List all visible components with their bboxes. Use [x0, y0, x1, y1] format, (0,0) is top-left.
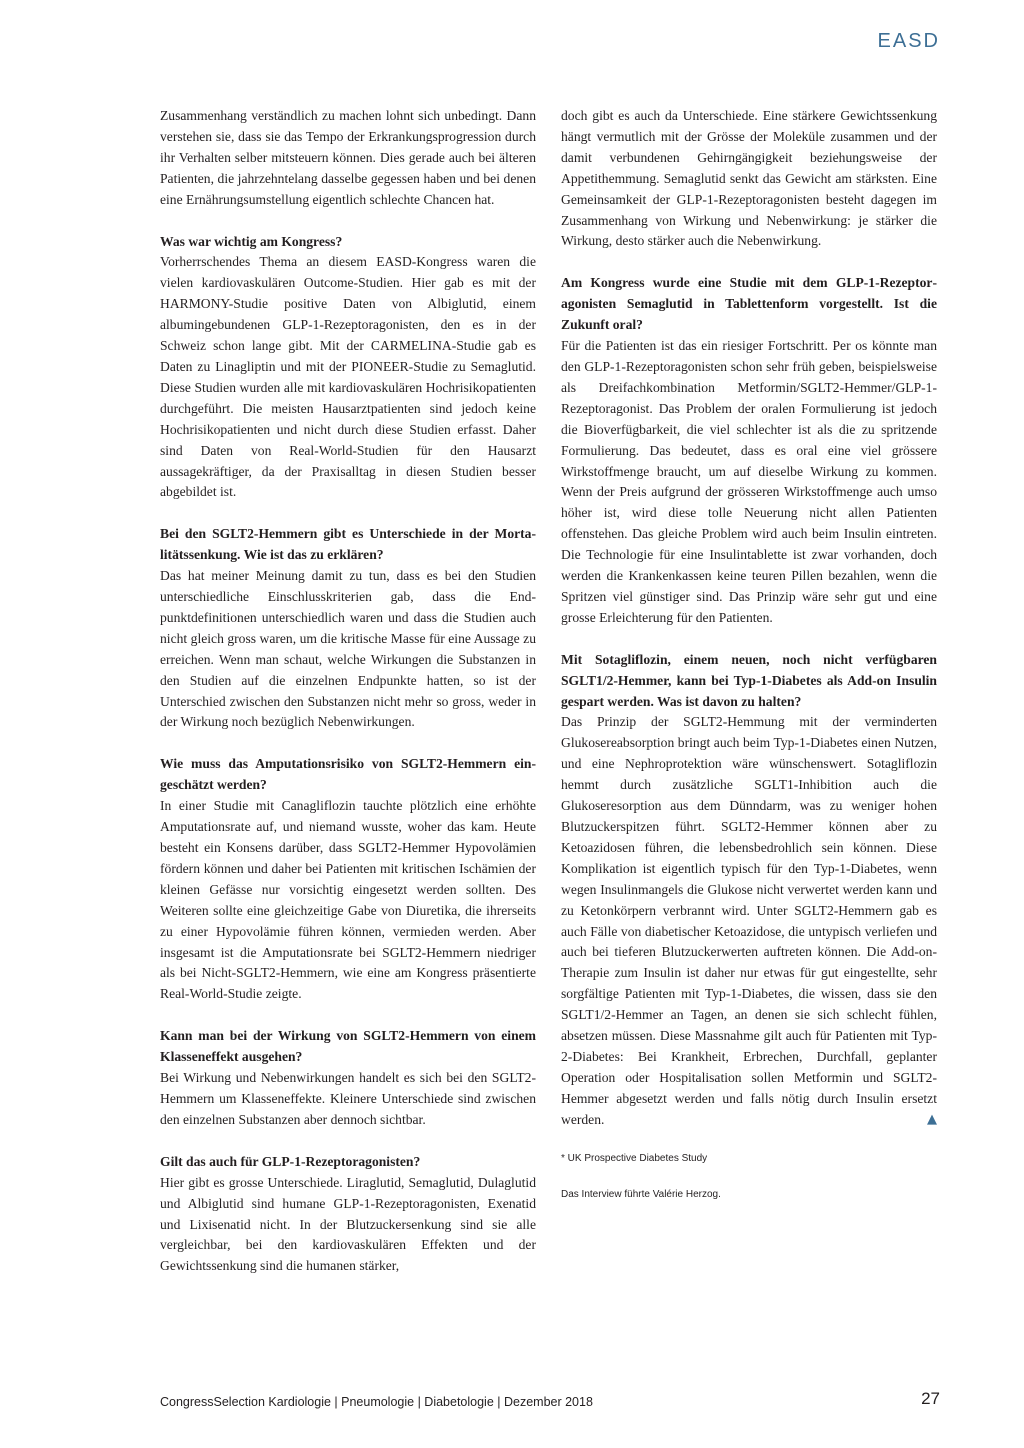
answer-text: Vorherrschendes Thema an diesem EASD-Kongress waren die vielen kardiovaskulären Outcome-Studien. Hier gab es mit der HARMONY-Studie positive Daten von Albiglutid, einem albumingebundenen GLP-1-Rezeptoragonisten, den es in der Schweiz schon lange gibt. Mit der CARMELINA-Studie gab es Daten zu Linagliptin und mit der PIONEER-Studie zu Semaglutid. Diese Studien wurden alle mit kardiovaskulären Hochrisikopatienten durchgeführt. Die meisten Hausarztpatienten sind jedoch keine Hochrisikopatienten und nicht durch diese Studien erfasst. Daher sind Daten von Real-World-Studien für den Hausarzt aussagekräftiger, da der Praxisalltag in diesen Studien besser abgebildet ist. — [160, 254, 536, 500]
question-heading: Was war wichtig am Kongress? — [160, 233, 343, 249]
answer-text — [561, 712, 937, 1130]
interview-credit: Das Interview führte Valérie Herzog. — [561, 1188, 721, 1200]
intro-text: Zusammenhang verständlich zu machen lohnt sich unbedingt. Dann verstehen sie, dass sie das Tempo der Erkrankungsprogression durch ihr Verhalten selber mitsteuern können. Dies gerade auch bei älteren Patienten, die jahrzehntelang dasselbe gegessen haben und bei denen eine Ernährungsumstellung eigentlich schlechte Chancen hat. — [160, 108, 536, 207]
answer-text: Für die Patienten ist das ein riesiger Fortschritt. Per os könnte man den GLP-1-Rezeptoragonisten schon sehr früh geben, beispielsweise als Dreifachkombination Metformin/SGLT2-Hemmer/GLP-1-Rezeptoragonist. Das Problem der oralen Formulierung ist jedoch die Bioverfügbarkeit, die viel schlechter ist als die zu spritzende Formulierung. Das bedeutet, dass es oral eine viel grössere Wirkstoffmenge braucht, um auf dieselbe Wirkung zu kommen. Wenn der Preis aufgrund der grösseren Wirkstoffmenge auch umso höher ist, wird diese tolle Neuerung nicht allen Patienten offenstehen. Das gleiche Problem wird auch beim Insulin eintreten. Die Technologie für eine Insulintablette ist zwar vorhanden, doch werden die Krankenkassen keine teuren Pillen bezahlen, wenn die Spritzen viel günstiger sind. Das Prinzip wäre sehr gut und eine grosse Erleichterung für den Patienten. — [561, 338, 937, 625]
question-heading: Kann man bei der Wirkung von SGLT2-Hemmern von einem Klasseneffekt ausgehen? — [160, 1028, 536, 1065]
page-number: 27 — [921, 1389, 940, 1408]
qa-block — [561, 273, 937, 628]
answer-text: Das hat meiner Meinung damit zu tun, dass es bei den Studien unterschiedliche Einschlusskriterien gab, dass die Endpunktdefinitionen unterschiedlich waren und dass die Studien auch nicht gleich gross waren, um die kritische Masse für eine Aussage zu erreichen. Wenn man schaut, welche Wirkungen die Substanzen in den Studien auf die einzelnen Endpunkte hatten, so ist der Unterschied zwischen den Substanzen nicht mehr so gross, weder in der Wirkung noch bezüglich Nebenwirkungen. — [160, 568, 536, 730]
footnote: * UK Prospective Diabetes Study — [561, 1152, 708, 1164]
answer-text: In einer Studie mit Canagliflozin tauchte plötzlich eine erhöhte Amputationsrate auf, und niemand wusste, woher das kam. Heute besteht ein Konsens darüber, dass SGLT2-Hemmer Hypovolämien fördern können und daher bei Patienten mit kritischen Ischämien der kleinen Gefässe nur vorsichtig eingesetzt werden sollten. Des Weiteren sollte eine gleichzeitige Gabe von Diuretika, die ihrerseits zu einer Hypovolämie führen können, vermieden werden. Aber insgesamt ist die Amputationsrate bei SGLT2-Hemmern niedriger als bei Nicht-SGLT2-Hemmern, wie eine am Kongress präsentierte Real-World-Studie zeigte. — [160, 798, 536, 1002]
answer-text: Bei Wirkung und Nebenwirkungen handelt es sich bei den SGLT2-Hemmern um Klasseneffekte. Kleinere Unterschiede sind zwischen den einzelnen Substanzen aber dennoch sichtbar. — [160, 1070, 536, 1127]
left-column — [160, 106, 536, 1298]
question-heading: Wie muss das Amputationsrisiko von SGLT2-Hemmern eingeschätzt werden? — [160, 756, 536, 793]
question-heading: Gilt das auch für GLP-1-Rezeptoragonisten? — [160, 1153, 421, 1169]
qa-block — [561, 650, 937, 1131]
question-heading: Bei den SGLT2-Hemmern gibt es Unterschiede in der Mortalitätssenkung. Wie ist das zu erklären? — [160, 526, 536, 563]
section-tag: EASD — [877, 30, 940, 52]
answer-text: Hier gibt es grosse Unterschiede. Liraglutid, Semaglutid, Dulaglutid und Albiglutid sind humane GLP-1-Rezeptoragonisten, Exenatid und Lixisenatid nicht. In der Blutzuckersenkung sind sie alle vergleichbar, bei den kardiovaskulären Effekten und der Gewichtssenkung sind die humanen stärker, — [160, 1174, 536, 1274]
right-column — [561, 106, 937, 1202]
qa-block — [160, 232, 536, 504]
end-of-article-triangle-icon: ▲ — [927, 1111, 937, 1127]
continuation-paragraph — [561, 106, 937, 252]
intro-paragraph — [160, 106, 536, 211]
qa-block — [160, 524, 536, 733]
question-heading: Am Kongress wurde eine Studie mit dem GLP-1-Rezeptoragonisten Semaglutid in Tablettenform vorgestellt. Ist die Zukunft oral? — [561, 275, 937, 333]
answer-text-body: Das Prinzip der SGLT2-Hemmung mit der verminderten Glukosereabsorption bringt auch beim Typ-1-Diabetes einen Nutzen, und eine Nephroprotektion wäre wünschenswert. Sotagliflozin hemmt durch zusätzliche SGLT1-Inhibition auch die Glukoseresorption aus dem Dünndarm, was zu weniger hohen Blutzuckerspitzen führt. SGLT2-Hemmer können aber zu Ketoazidosen führen, die lebensbedrohlich sein können. Diese Komplikation ist eigentlich typisch für den Typ-1-Diabetes, wenn wegen Insulinmangels die Glukose nicht verwertet werden kann und zu Ketonkörpern verbrannt wird. Unter SGLT2-Hemmern gab es auch Fälle von diabetischer Ketoazidose, die untypisch verliefen und auch bei tieferen Blutzuckerwerten auftreten können. Die Add-on-Therapie zum Insulin ist daher nur etwas für gut eingestellte, sehr sorgfältige Patienten mit Typ-1-Diabetes, die wissen, dass sie den SGLT1/2-Hemmer an Tagen, an denen sie sich schlecht fühlen, absetzen müssen. Diese Massnahme gilt auch für Patienten mit Typ-2-Diabetes: Bei Krankheit, Erbrechen, Durchfall, geplanter Operation oder Hospitalisation sollen Metformin und SGLT2-Hemmer abgesetzt werden und falls nötig durch Insulin ersetzt werden. — [561, 714, 937, 1127]
qa-block — [160, 754, 536, 1005]
qa-block — [160, 1152, 536, 1277]
continuation-text: doch gibt es auch da Unterschiede. Eine stärkere Gewichtssenkung hängt vermutlich mit der Grösse der Moleküle zusammen und der damit verbundenen Gehirngängigkeit beziehungsweise der Appetithemmung. Semaglutid senkt das Gewicht am stärksten. Eine Gemeinsamkeit der GLP-1-Rezeptoragonisten besteht dagegen im Zusammenhang von Wirkung und Nebenwirkung: je stärker die Wirkung, desto stärker auch die Nebenwirkung. — [561, 108, 937, 249]
publication-footer: CongressSelection Kardiologie | Pneumologie | Diabetologie | Dezember 2018 — [160, 1395, 593, 1409]
qa-block — [160, 1026, 536, 1131]
question-heading: Mit Sotagliflozin, einem neuen, noch nicht verfügbaren SGLT1/2-Hemmer, kann bei Typ-1-Diabetes als Add-on Insulin gespart werden. Was ist davon zu halten? — [561, 651, 937, 709]
